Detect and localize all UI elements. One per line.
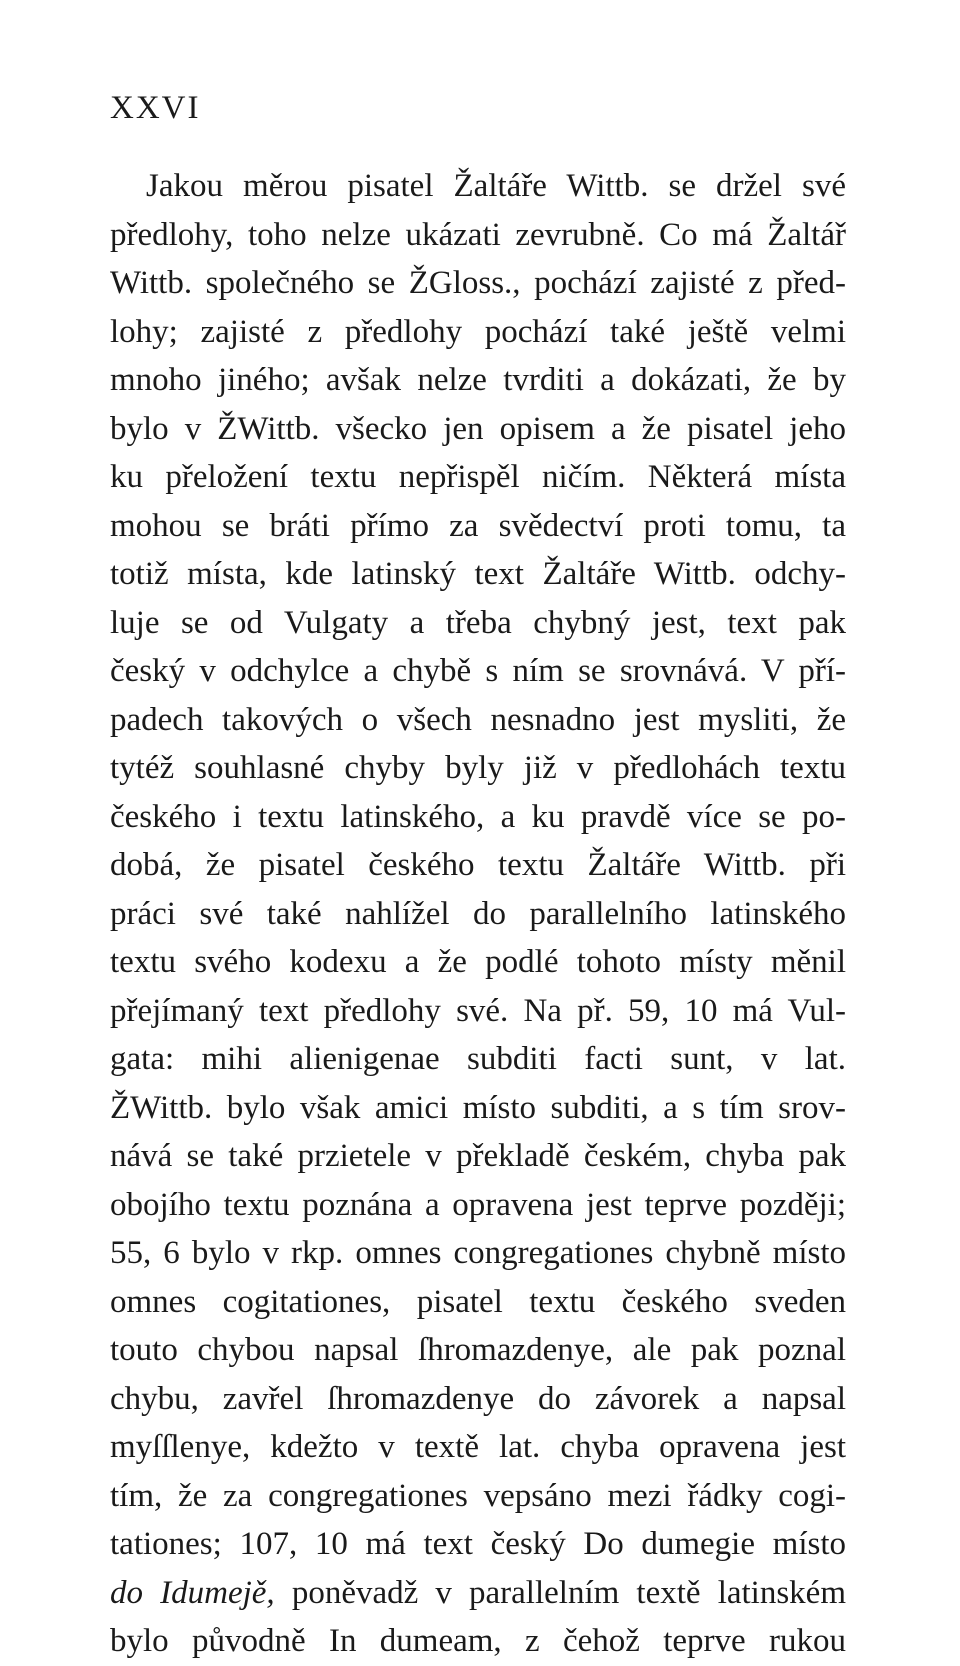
text-line: Jakou měrou pisatel Žaltáře Wittb. se držel své [146, 168, 846, 204]
text-line: ku přeložení textu nepřispěl ničím. Některá místa [110, 459, 846, 495]
text-line: nává se také przietele v překladě českém, chyba pak [110, 1138, 846, 1174]
text-line: bylo v ŽWittb. všecko jen opisem a že pisatel jeho [110, 410, 846, 447]
text-line: myſſlenye, kdežto v textě lat. chyba opravena jest [110, 1429, 846, 1465]
text-line: mnoho jiného; avšak nelze tvrditi a dokázati, že by [110, 362, 846, 398]
text-line: 55, 6 bylo v rkp. omnes congregationes chybně místo [110, 1235, 846, 1271]
text-line: bylo původně In dumeam, z čehož teprve rukou [110, 1623, 846, 1659]
text-line: český v odchylce a chybě s ním se srovnává. V pří- [110, 653, 846, 689]
text-line: Wittb. společného se ŽGloss., pochází zajisté z před- [110, 265, 846, 301]
text-line: lohy; zajisté z předlohy pochází také ještě velmi [110, 313, 846, 350]
text-line: textu svého kodexu a že podlé tohoto místy měnil [110, 944, 846, 980]
text-line: gata: mihi alienigenae subditi facti sunt, v lat. [110, 1041, 846, 1077]
text-line: tím, že za congregationes vepsáno mezi řádky cogi- [110, 1477, 846, 1514]
text-line: obojího textu poznána a opravena jest teprve později; [110, 1186, 846, 1223]
text-line: ŽWittb. bylo však amici místo subditi, a s tím srov- [110, 1089, 846, 1126]
text-line: totiž místa, kde latinský text Žaltáře Wittb. odchy- [110, 556, 846, 592]
text-line: padech takových o všech nesnadno jest mysliti, že [110, 701, 846, 738]
text-line: luje se od Vulgaty a třeba chybný jest, text pak [110, 604, 846, 641]
text-line: tationes; 107, 10 má text český Do dumegie místo [110, 1526, 846, 1562]
text-line: dobá, že pisatel českého textu Žaltáře Wittb. při [110, 847, 846, 883]
text-line: práci své také nahlížel do parallelního latinského [110, 895, 846, 932]
text-line: přejímaný text předlohy své. Na př. 59, 10 má Vul- [110, 992, 846, 1029]
text-line: českého i textu latinského, a ku pravdě více se po- [110, 798, 846, 835]
text-line: předlohy, toho nelze ukázati zevrubně. Co má Žaltář [110, 216, 846, 253]
text-line: omnes cogitationes, pisatel textu českého sveden [110, 1283, 846, 1320]
text-line: mohou se bráti přímo za svědectví proti tomu, ta [110, 507, 846, 544]
body-text [110, 162, 846, 1666]
page-number: XXVI [110, 90, 201, 126]
text-line: chybu, zavřel ſhromazdenye do závorek a napsal [110, 1380, 846, 1417]
text-line-with-italic [110, 1569, 846, 1618]
italic-phrase: do Idumejě, [110, 1574, 275, 1611]
text-line: tytéž souhlasné chyby byly již v předlohách textu [110, 750, 846, 786]
text-line: touto chybou napsal ſhromazdenye, ale pak poznal [110, 1332, 846, 1368]
text-segment: poněvadž v parallelním textě latinském [291, 1574, 846, 1611]
